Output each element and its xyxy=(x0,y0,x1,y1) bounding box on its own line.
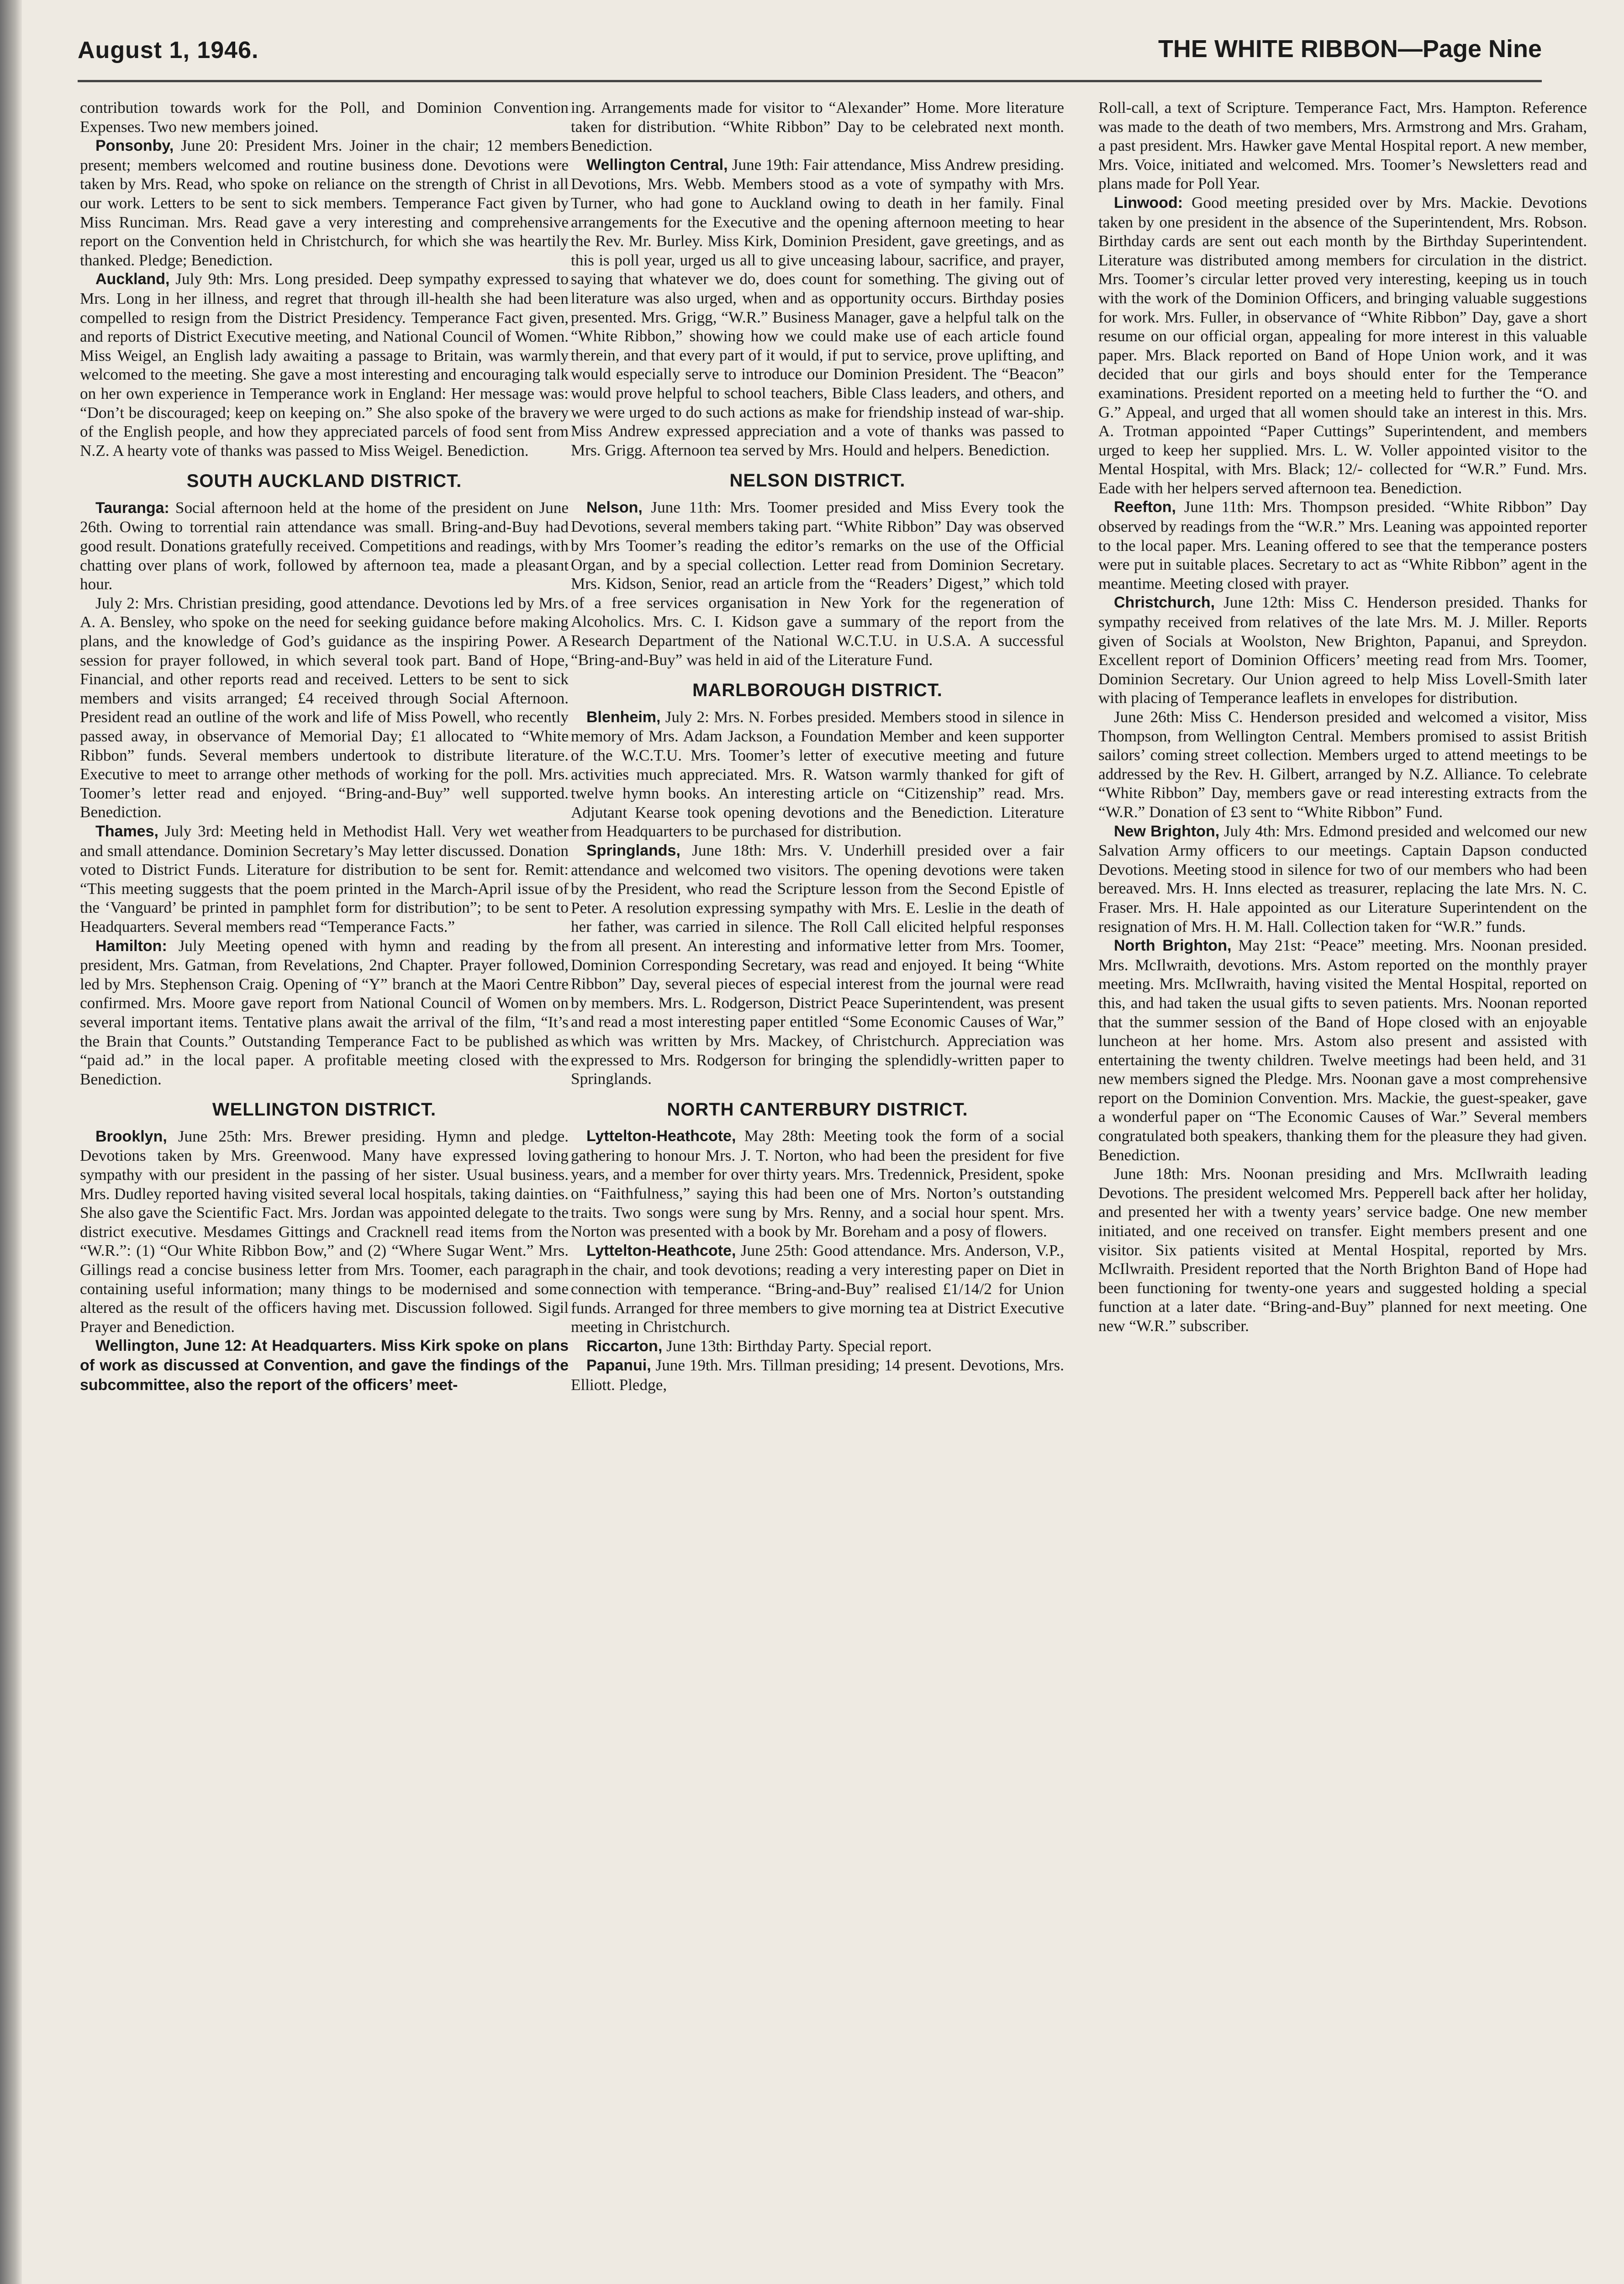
district-heading: NORTH CANTERBURY DISTRICT. xyxy=(667,1099,968,1120)
branch-name: Papanui, xyxy=(586,1357,651,1375)
report-text: July 9th: Mrs. Long presided. Deep sympathy expressed to Mrs. Long in her illness, and regret that through ill-health she had been compelled to resign from the District Presidency. Temperance Fact given, and reports of District Executive meeting, and National Council of Women. Miss Weigel, an English lady awaiting a passage to Britain, was warmly welcomed to the meeting. She gave a most interesting and encouraging talk on her own experience in Temperance work in England: Her message was: “Don’t be discouraged; keep on keeping on.” She also spoke of the bravery of the English people, and how they appreciated parcels of food sent from N.Z. A hearty vote of thanks was passed to Miss Weigel. Benediction. xyxy=(80,270,569,460)
branch-name: Lyttelton-Heathcote, xyxy=(586,1242,736,1259)
report-text: June 19th. Mrs. Tillman presiding; 14 present. Devotions, Mrs. Elliott. Pledge, xyxy=(571,1356,1064,1394)
report-paragraph xyxy=(1098,822,1587,936)
report-text: June 11th: Mrs. Thompson presided. “White Ribbon” Day observed by readings from the “W.R.” Mrs. Leaning was appointed reporter to the local paper. Mrs. Leaning offered to see that the temperance posters were put in suitable places. Secretary to act as “White Ribbon” agent in the meantime. Meeting closed with prayer. xyxy=(1098,498,1587,592)
report-paragraph xyxy=(571,98,1064,155)
branch-name: Wellington, June 12: At Headquarters. Miss Kirk spoke on plans of work as discussed at Convention, and gave the findings of the subcommittee, also the report of the officers’ meet- xyxy=(80,1337,569,1394)
report-paragraph xyxy=(1098,936,1587,1164)
district-heading: SOUTH AUCKLAND DISTRICT. xyxy=(186,471,462,492)
branch-name: Reefton, xyxy=(1114,498,1176,516)
column-1 xyxy=(80,98,569,2284)
report-text: Social afternoon held at the home of the president on June 26th. Owing to torrential rain attendance was small. Bring-and-Buy had good result. Donations gratefully received. Competitions and readings, with chatting over plans of work, followed by afternoon tea, made a pleasant hour. xyxy=(80,498,569,593)
report-paragraph xyxy=(80,1127,569,1337)
district-heading: MARLBOROUGH DISTRICT. xyxy=(692,680,943,701)
report-paragraph xyxy=(80,936,569,1089)
branch-name: New Brighton, xyxy=(1114,822,1220,840)
report-text: June 12th: Miss C. Henderson presided. Thanks for sympathy received from relatives of the late Mrs. M. J. Miller. Reports given of Socials at Woolston, New Brighton, Papanui, and Spreydon. Excellent report of Dominion Officers’ meeting read from Mrs. Toomer, Dominion Secretary. Our Union agreed to help Miss Lovell-Smith later with placing of Temperance leaflets in envelopes for distribution. xyxy=(1098,593,1587,707)
publication-title: THE WHITE RIBBON—Page Nine xyxy=(1158,35,1542,63)
report-paragraph xyxy=(1098,593,1587,708)
report-paragraph xyxy=(1098,497,1587,593)
report-paragraph xyxy=(571,841,1064,1089)
report-paragraph xyxy=(1098,1164,1587,1335)
district-heading: NELSON DISTRICT. xyxy=(729,471,906,491)
report-text: May 28th: Meeting took the form of a social gathering to honour Mrs. J. T. Norton, who had been the president for five years, and a member for over thirty years. Mrs. Tredennick, President, spoke on “Faithfulness,” saying this had been one of Mrs. Norton’s outstanding traits. Two songs were sung by Mrs. Renny, and a social hour spent. Mrs. Norton was presented with a book by Mr. Boreham and a posy of flowers. xyxy=(571,1127,1064,1241)
report-paragraph xyxy=(80,822,569,936)
report-text: June 11th: Mrs. Toomer presided and Miss Every took the Devotions, several members taking part. “White Ribbon” Day was observed by Mrs Toomer’s reading the editor’s remarks on the use of the Official Organ, and by a special collection. Letter read from Dominion Secretary. Mrs. Kidson, Senior, read an article from the “Readers’ Digest,” which told of a free services organisation in New York for the regeneration of Alcoholics. Mrs. C. I. Kidson gave a summary of the report from the Research Department of the National W.C.T.U. in U.S.A. A successful “Bring-and-Buy” was held in aid of the Literature Fund. xyxy=(571,498,1064,669)
report-text: June 13th: Birthday Party. Special report. xyxy=(662,1337,932,1355)
report-text: June 25th: Mrs. Brewer presiding. Hymn and pledge. Devotions taken by Mrs. Greenwood. Many have expressed loving sympathy with our president in the passing of her sister. Usual business. Mrs. Dudley reported having visited several local hospitals, taking dainties. She also gave the Scientific Fact. Mrs. Jordan was appointed delegate to the district executive. Mesdames Gittings and Cracknell read items from the “W.R.”: (1) “Our White Ribbon Bow,” and (2) “Where Sugar Went.” Mrs. Gillings read a concise business letter from Mrs. Toomer, each paragraph containing useful information; many things to be modernised and some altered as the result of the officers having met. Discussion followed. Sigil Prayer and Benediction. xyxy=(80,1127,569,1336)
column-3 xyxy=(1098,98,1587,2284)
branch-name: Thames, xyxy=(95,822,158,840)
report-text: June 19th: Fair attendance, Miss Andrew presiding. Devotions, Mrs. Webb. Members stood as a vote of sympathy with Mrs. Turner, who had gone to Auckland owing to death in her family. Final arrangements for the Executive and the opening afternoon meeting to hear the Rev. Mr. Burley. Miss Kirk, Dominion President, gave greetings, and as this is poll year, urged us all to give unceasing labour, sacrifice, and prayer, saying that whatever we do, does count for something. The giving out of literature was also urged, when and as opportunity occurs. Birthday posies presented. Mrs. Grigg, “W.R.” Business Manager, gave a helpful talk on the “White Ribbon,” showing how we could make use of each article found therein, and that every part of it would, if put to service, prove uplifting, and would especially serve to introduce our Dominion President. The “Beacon” would prove helpful to school teachers, Bible Class leaders, and others, and we were urged to do such actions as make for friendship instead of war-ship. Miss Andrew expressed appreciation and a vote of thanks was passed to Mrs. Grigg. Afternoon tea served by Mrs. Hould and helpers. Benediction. xyxy=(571,155,1064,459)
report-paragraph xyxy=(1098,708,1587,822)
header-rule xyxy=(78,80,1542,82)
page-binding-edge xyxy=(0,0,22,2284)
report-paragraph xyxy=(571,1241,1064,1337)
report-text: July 3rd: Meeting held in Methodist Hall. Very wet weather and small attendance. Dominion Secretary’s May letter discussed. Donation voted to District Funds. Literature for distribution to be sent for. Remit: “This meeting suggests that the poem printed in the March-April issue of the ‘Vanguard’ be printed in pamphlet form for distribution”; to be sent to Headquarters. Several members read “Temperance Facts.” xyxy=(80,822,569,936)
report-text: July 4th: Mrs. Edmond presided and welcomed our new Salvation Army officers to our meetings. Captain Dapson conducted Devotions. Meeting stood in silence for two of our members who had been bereaved. Mrs. H. Inns elected as treasurer, replacing the late Mrs. N. C. Fraser. Mrs. H. Hale appointed as our Literature Superintendent on the resignation of Mrs. H. M. Hall. Collection taken for “W.R.” funds. xyxy=(1098,822,1587,936)
branch-name: Ponsonby, xyxy=(95,137,174,155)
branch-name: Lyttelton-Heathcote, xyxy=(586,1127,736,1145)
branch-name: Hamilton: xyxy=(95,937,167,955)
report-paragraph xyxy=(571,1356,1064,1394)
branch-name: North Brighton, xyxy=(1114,937,1232,955)
report-text: June 25th: Good attendance. Mrs. Anderson, V.P., in the chair, and took devotions; reading a very interesting paper on Diet in connection with temperance. “Bring-and-Buy” realised £1/14/2 for Union funds. Arranged for three members to give morning tea at District Executive meeting in Christchurch. xyxy=(571,1241,1064,1336)
report-text: ing. Arrangements made for visitor to “Alexander” Home. More literature taken for distribution. “White Ribbon” Day to be celebrated next month. Benediction. xyxy=(571,99,1064,155)
district-heading: WELLINGTON DISTRICT. xyxy=(212,1100,437,1120)
branch-name: Brooklyn, xyxy=(95,1127,167,1145)
report-text: May 21st: “Peace” meeting. Mrs. Noonan presided. Mrs. McIlwraith, devotions. Mrs. Astom reported on the monthly prayer meeting. Mrs. McIlwraith, having visited the Mental Hospital, reported on this, and had taken the usual gifts to seven patients. Mrs. Noonan reported that the summer session of the Band of Hope closed with an enjoyable luncheon at her home. Mrs. Astom also present and assisted with entertaining the twenty children. Twelve meetings had been held, and 31 new members signed the Pledge. Mrs. Noonan gave a most comprehensive report on the Dominion Convention. Mrs. Mackie, the guest-speaker, gave a wonderful paper on “The Economic Causes of War.” Several members congratulated both speakers, thanking them for the pleasure they had given. Benediction. xyxy=(1098,936,1587,1164)
report-text: June 18th: Mrs. V. Underhill presided over a fair attendance and welcomed two visitors. The opening devotions were taken by the President, who read the Scripture lesson from the Second Epistle of Peter. A resolution expressing sympathy with Mrs. E. Leslie in the death of her father, was carried in silence. The Roll Call elicited helpful responses from all present. An interesting and informative letter from Mrs. Toomer, Dominion Corresponding Secretary, was read and enjoyed. It being “White Ribbon” Day, several pieces of especial interest from the journal were read by members. Mrs. L. Rodgerson, District Peace Superintendent, was present and read a most interesting paper entitled “Some Economic Causes of War,” which was written by Mrs. Mackey, of Christchurch. Appreciation was expressed to Mrs. Rodgerson for bringing the splendidly-written paper to Springlands. xyxy=(571,841,1064,1088)
branch-name: Wellington Central, xyxy=(586,156,728,174)
report-paragraph xyxy=(571,498,1064,669)
report-text: June 26th: Miss C. Henderson presided and welcomed a visitor, Miss Thompson, from Wellington Central. Members promised to assist British sailors’ coming street collection. Members urged to attend meetings to be addressed by the Rev. H. Gilbert, arranged by N.Z. Alliance. To celebrate “White Ribbon” Day, members gave or read interesting extracts from the “W.R.” Donation of £3 sent to “White Ribbon” Fund. xyxy=(1098,708,1587,821)
column-2 xyxy=(571,98,1064,2284)
branch-name: Linwood: xyxy=(1114,194,1183,211)
report-paragraph xyxy=(80,136,569,270)
report-paragraph xyxy=(80,594,569,822)
report-text: June 18th: Mrs. Noonan presiding and Mrs. McIlwraith leading Devotions. The president welcomed Mrs. Pepperell back after her holiday, and presented her with a twenty years’ service badge. One new member initiated, and one received on transfer. Eight members present and one visitor. Six patients visited at Mental Hospital, reported by Mrs. McIlwraith. President reported that the North Brighton Band of Hope had been functioning for twenty-one years and suggested holding a special function at a later date. “Bring-and-Buy” planned for next meeting. One new “W.R.” subscriber. xyxy=(1098,1165,1587,1335)
report-paragraph xyxy=(571,1126,1064,1241)
report-paragraph xyxy=(80,270,569,460)
branch-name: Nelson, xyxy=(586,498,643,516)
report-paragraph xyxy=(80,498,569,594)
branch-name: Springlands, xyxy=(586,841,680,859)
branch-name: Riccarton, xyxy=(586,1337,663,1355)
branch-name: Blenheim, xyxy=(586,708,661,726)
report-text: Good meeting presided over by Mrs. Mackie. Devotions taken by one president in the absence of the Superintendent, Mrs. Robson. Birthday cards are sent out each month by the Birthday Superintendent. Literature was distributed among members for circulation in the district. Mrs. Toomer’s circular letter proved very interesting, keeping us in touch with the work of the Dominion Officers, and bringing valuable suggestions for work. Mrs. Fuller, in observance of “White Ribbon” Day, gave a short resume on our official organ, appealing for more interest in this valuable paper. Mrs. Black reported on Band of Hope Union work, and it was decided that our girls and boys should enter for the Temperance examinations. President reported on a meeting held to further the “O. and G.” Appeal, and urged that all women should take an interest in this. Mrs. A. Trotman appointed “Paper Cuttings” Superintendent, and members urged to keep her supplied. Mrs. L. W. Voller appointed visitor to the Mental Hospital, with Mrs. Black; 12/- collected for “W.R.” Fund. Mrs. Eade with her helpers served afternoon tea. Benediction. xyxy=(1098,193,1587,497)
report-paragraph xyxy=(1098,193,1587,498)
report-paragraph xyxy=(80,1336,569,1395)
report-text: July 2: Mrs. Christian presiding, good attendance. Devotions led by Mrs. A. A. Bensley, who spoke on the need for seeking guidance before making plans, and the knowledge of God’s guidance as the inspiring Power. A session for prayer followed, in which several took part. Band of Hope, Financial, and other reports read and received. Letters to be sent to sick members and visits arranged; £4 received through Social Afternoon. President read an outline of the work and life of Miss Powell, who recently passed away, in observance of Memorial Day; £1 allocated to “White Ribbon” funds. Several members undertook to distribute literature. Executive to meet to arrange other methods of working for the poll. Mrs. Toomer’s letter read and enjoyed. “Bring-and-Buy” well supported. Benediction. xyxy=(80,594,569,821)
report-paragraph xyxy=(80,98,569,136)
report-paragraph xyxy=(571,708,1064,841)
report-text: Roll-call, a text of Scripture. Temperance Fact, Mrs. Hampton. Reference was made to the death of two members, Mrs. Armstrong and Mrs. Graham, a past president. Mrs. Hawker gave Mental Hospital report. A new member, Mrs. Voice, initiated and welcomed. Mrs. Toomer’s Newsletters read and plans made for Poll Year. xyxy=(1098,99,1587,193)
branch-name: Auckland, xyxy=(95,270,170,288)
issue-date: August 1, 1946. xyxy=(78,37,259,63)
report-paragraph xyxy=(571,1337,1064,1356)
branch-name: Christchurch, xyxy=(1114,594,1215,612)
report-text: contribution towards work for the Poll, and Dominion Convention Expenses. Two new members joined. xyxy=(80,99,569,136)
report-text: June 20: President Mrs. Joiner in the chair; 12 members present; members welcomed and routine business done. Devotions were taken by Mrs. Read, who spoke on reliance on the strength of Christ in all our work. Letters to be sent to sick members. Temperance Fact given by Miss Runciman. Mrs. Read gave a very interesting and comprehensive report on the Convention held in Christchurch, for which she was heartily thanked. Pledge; Benediction. xyxy=(80,137,569,269)
report-paragraph xyxy=(1098,98,1587,193)
branch-name: Tauranga: xyxy=(95,499,169,517)
report-paragraph xyxy=(571,155,1064,460)
page-header xyxy=(78,32,1542,73)
report-text: July Meeting opened with hymn and reading by the president, Mrs. Gatman, from Revelations, 2nd Chapter. Prayer followed, led by Mrs. Stephenson Craig. Opening of “Y” branch at the Maori Centre confirmed. Mrs. Moore gave report from National Council of Women on several important items. Tentative plans await the arrival of the film, “It’s the Brain that Counts.” Outstanding Temperance Fact to be published as “paid ad.” in the local paper. A profitable meeting closed with the Benediction. xyxy=(80,936,569,1088)
report-text: July 2: Mrs. N. Forbes presided. Members stood in silence in memory of Mrs. Adam Jackson, a Foundation Member and keen supporter of the W.C.T.U. Mrs. Toomer’s letter of executive meeting and future activities much appreciated. Mrs. R. Watson warmly thanked for gift of twelve hymn books. An interesting article on “Citizenship” read. Mrs. Adjutant Kearse took opening devotions and the Benediction. Literature from Headquarters to be purchased for distribution. xyxy=(571,708,1064,841)
